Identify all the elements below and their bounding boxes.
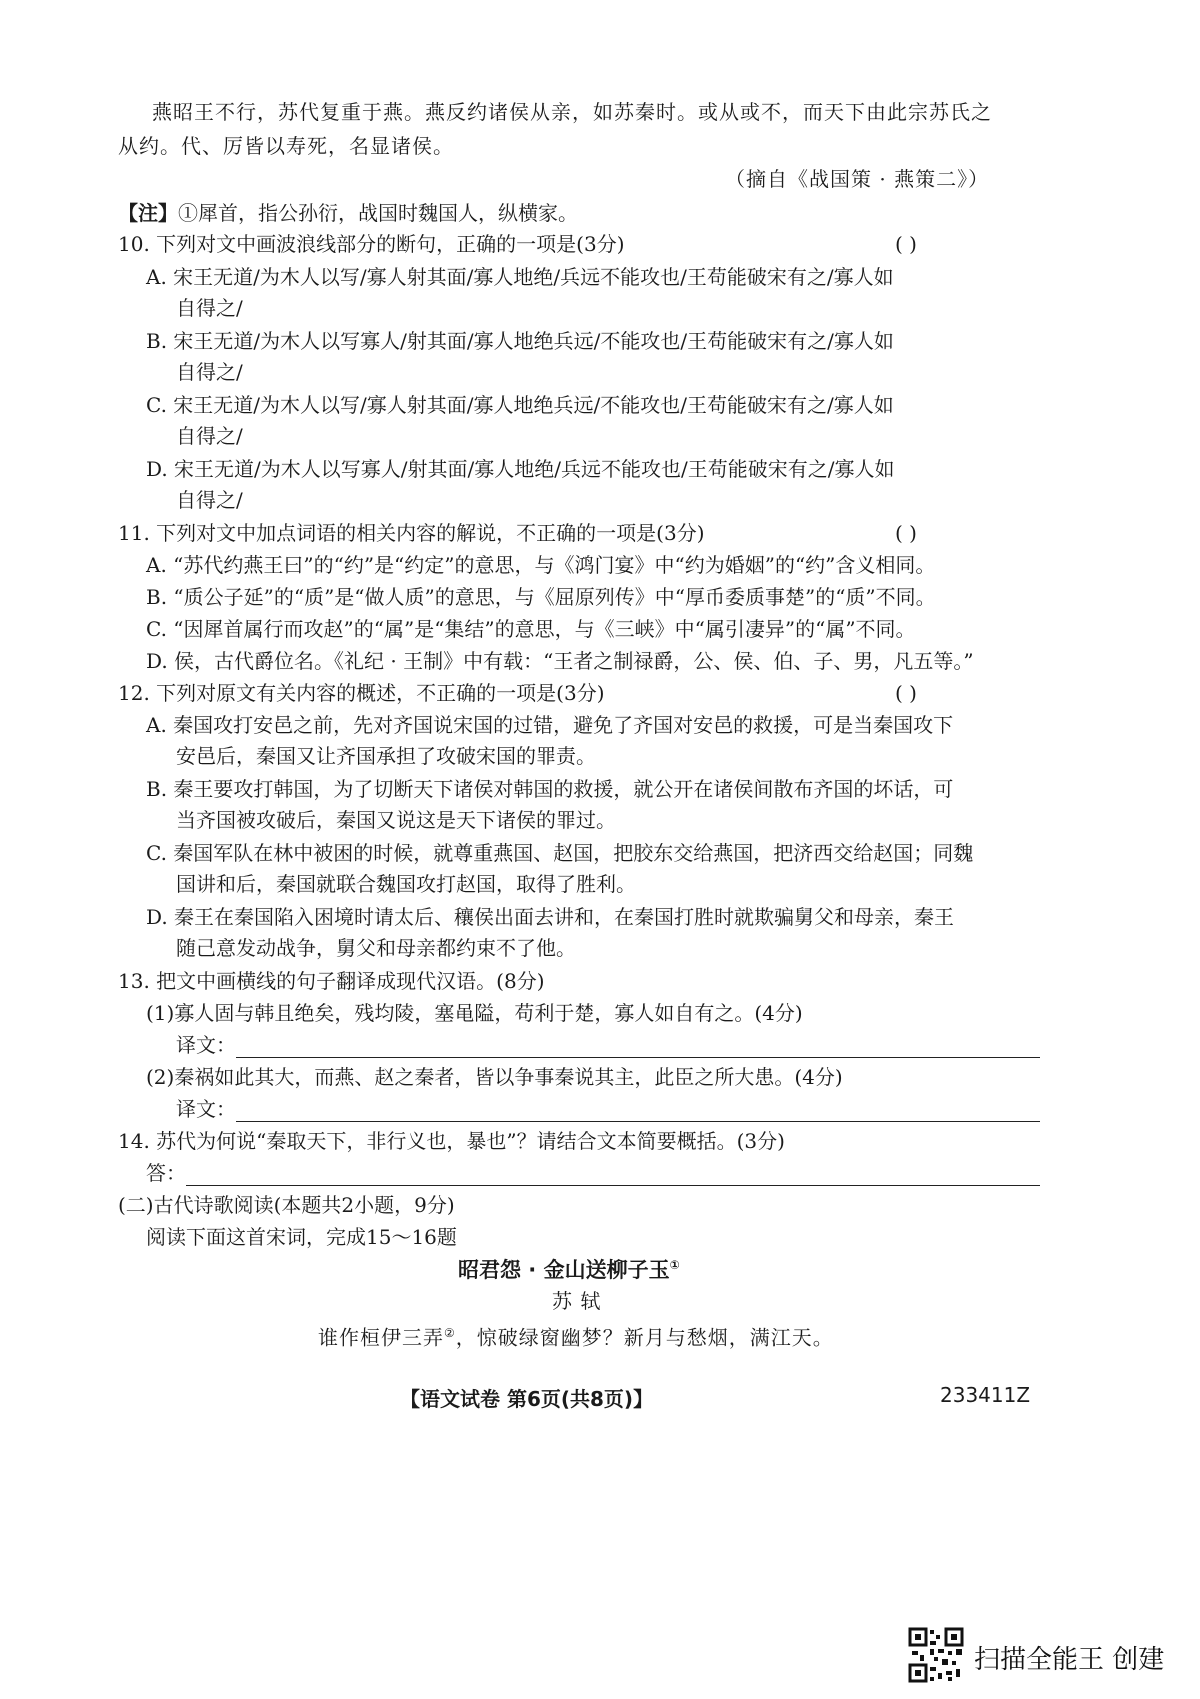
q12-answer-paren[interactable]: ( ) (895, 681, 917, 705)
q10-option-a: A. 宋王无道/为木人以写/寡人射其面/寡人地绝/兵远不能攻也/王苟能破宋有之/寡人如 (146, 265, 894, 289)
q10-option-d-cont: 自得之/ (176, 488, 243, 512)
poem-line-1-footnote: ② (444, 1326, 456, 1340)
poem-title-text: 昭君怨 · 金山送柳子玉 (458, 1258, 670, 1282)
q13-answer-label-1: 译文： (176, 1033, 236, 1057)
q10-option-c: C. 宋王无道/为木人以写/寡人射其面/寡人地绝兵远/不能攻也/王苟能破宋有之/寡人如 (146, 393, 894, 417)
q12-stem: 12. 下列对原文有关内容的概述，不正确的一项是(3分) (118, 681, 605, 705)
poem-title-footnote: ① (669, 1258, 680, 1272)
q10-stem: 10. 下列对文中画波浪线部分的断句，正确的一项是(3分) (118, 232, 625, 256)
q10-option-b-cont: 自得之/ (176, 360, 243, 384)
paper-code: 233411Z (940, 1383, 1031, 1407)
q13-answer-line-2[interactable] (236, 1121, 1040, 1122)
q12-option-c: C. 秦国军队在林中被困的时候，就尊重燕国、赵国，把胶东交给燕国，把济西交给赵国；同魏 (146, 841, 974, 865)
q12-option-b-cont: 当齐国被攻破后，秦国又说这是天下诸侯的罪过。 (176, 808, 616, 832)
poetry-instruction: 阅读下面这首宋词，完成15～16题 (146, 1225, 457, 1249)
q10-answer-paren[interactable]: ( ) (895, 232, 917, 256)
q10-option-a-cont: 自得之/ (176, 296, 243, 320)
scanner-watermark (908, 1627, 1168, 1683)
note-text: ①犀首，指公孙衍，战国时魏国人，纵横家。 (178, 201, 578, 225)
q12-option-d: D. 秦王在秦国陷入困境时请太后、穰侯出面去讲和，在秦国打胜时就欺骗舅父和母亲，秦王 (146, 905, 955, 929)
passage-source: （摘自《战国策 · 燕策二》） (725, 167, 990, 191)
q10-option-d: D. 宋王无道/为木人以写寡人/射其面/寡人地绝/兵远不能攻也/王苟能破宋有之/寡人如 (146, 457, 895, 481)
q11-option-b: B. “质公子延”的“质”是“做人质”的意思，与《屈原列传》中“厚币委质事楚”的“质”不同。 (146, 585, 936, 609)
passage-line-1: 燕昭王不行，苏代复重于燕。燕反约诸侯从亲，如苏秦时。或从或不，而天下由此宗苏氏之 (152, 100, 992, 124)
poem-line-1 (318, 1318, 834, 1353)
poetry-section-heading: (二)古代诗歌阅读(本题共2小题，9分) (118, 1193, 455, 1217)
poem-title (458, 1254, 680, 1284)
watermark-text: 扫描全能王 创建 (974, 1645, 1165, 1675)
page-footer-label: 【语文试卷 第6页(共8页)】 (400, 1387, 654, 1411)
q11-stem: 11. 下列对文中加点词语的相关内容的解说，不正确的一项是(3分) (118, 521, 705, 545)
poem-line-1-b: ，惊破绿窗幽梦？新月与愁烟，满江天。 (455, 1325, 834, 1350)
q12-option-d-cont: 随己意发动战争，舅父和母亲都约束不了他。 (176, 936, 576, 960)
q14-answer-label: 答： (146, 1161, 186, 1185)
q11-option-c: C. “因犀首属行而攻赵”的“属”是“集结”的意思，与《三峡》中“属引凄异”的“属”不同。 (146, 617, 916, 641)
q12-option-a-cont: 安邑后，秦国又让齐国承担了攻破宋国的罪责。 (176, 744, 596, 768)
q11-option-d: D. 侯，古代爵位名。《礼纪 · 王制》中有载：“王者之制禄爵，公、侯、伯、子、男，凡五等。” (146, 649, 974, 673)
passage-line-2: 从约。代、厉皆以寿死，名显诸侯。 (118, 134, 454, 158)
q12-option-c-cont: 国讲和后，秦国就联合魏国攻打赵国，取得了胜利。 (176, 872, 636, 896)
q13-stem: 13. 把文中画横线的句子翻译成现代汉语。(8分) (118, 969, 545, 993)
q12-option-b: B. 秦王要攻打韩国，为了切断天下诸侯对韩国的救援，就公开在诸侯间散布齐国的坏话，可 (146, 777, 954, 801)
poem-author: 苏 轼 (552, 1289, 602, 1313)
q13-sentence-2: (2)秦祸如此其大，而燕、赵之秦者，皆以争事秦说其主，此臣之所大患。(4分) (146, 1065, 843, 1089)
q11-answer-paren[interactable]: ( ) (895, 521, 917, 545)
note-label: 【注】 (118, 201, 178, 225)
q14-answer-line[interactable] (186, 1185, 1040, 1186)
qr-code-icon (908, 1627, 964, 1683)
q10-option-c-cont: 自得之/ (176, 424, 243, 448)
q13-sentence-1: (1)寡人固与韩且绝矣，残均陵，塞黾隘，苟利于楚，寡人如自有之。(4分) (146, 1001, 803, 1025)
q12-option-a: A. 秦国攻打安邑之前，先对齐国说宋国的过错，避免了齐国对安邑的救援，可是当秦国攻下 (146, 713, 954, 737)
q11-option-a: A. “苏代约燕王曰”的“约”是“约定”的意思，与《鸿门宴》中“约为婚姻”的“约”含义相同。 (146, 553, 936, 577)
poem-line-1-a: 谁作桓伊三弄 (318, 1325, 444, 1350)
q13-answer-label-2: 译文： (176, 1097, 236, 1121)
q10-option-b: B. 宋王无道/为木人以写寡人/射其面/寡人地绝兵远/不能攻也/王苟能破宋有之/寡人如 (146, 329, 894, 353)
q13-answer-line-1[interactable] (236, 1057, 1040, 1058)
q14-stem: 14. 苏代为何说“秦取天下，非行义也，暴也”？请结合文本简要概括。(3分) (118, 1129, 785, 1153)
note (118, 198, 578, 228)
